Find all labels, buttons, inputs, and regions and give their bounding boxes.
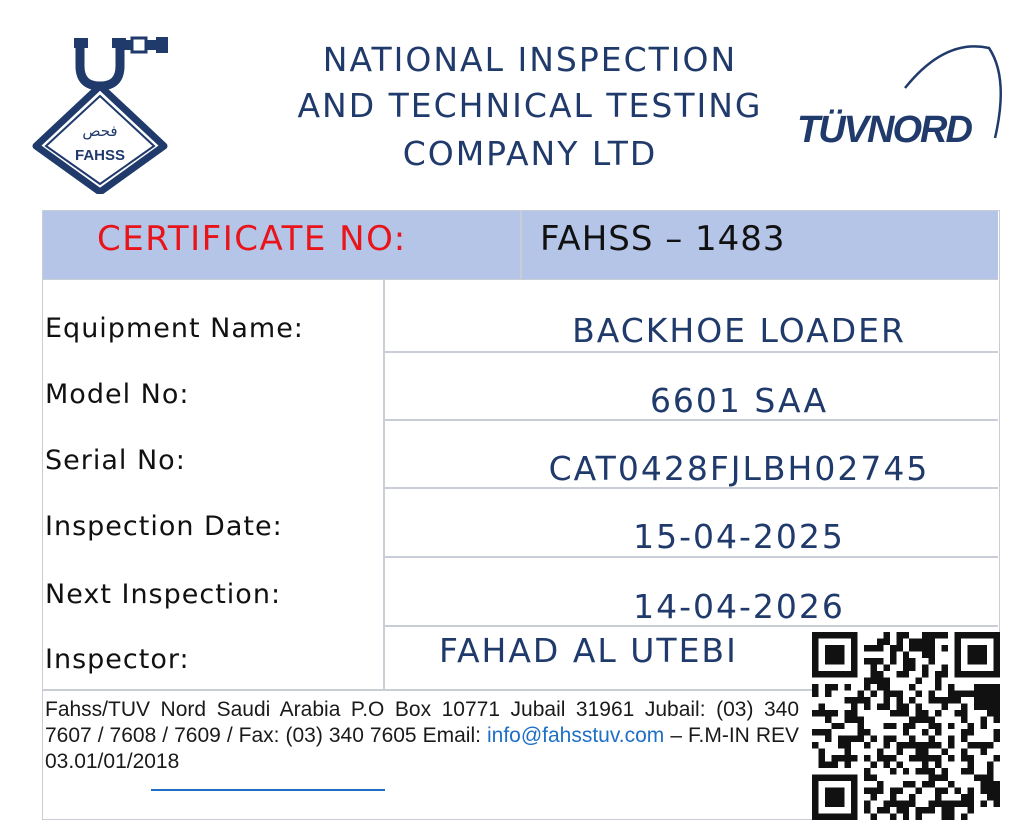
model-no-value: 6601 SAA	[649, 381, 829, 420]
footer-contact	[45, 697, 799, 775]
inspection-date-value: 15-04-2025	[633, 517, 845, 556]
footer-underline	[151, 789, 385, 791]
company-name-line-3: COMPANY LTD	[402, 134, 658, 173]
fahss-logo-arabic: فحص	[82, 122, 118, 140]
fahss-logo-text: FAHSS	[74, 147, 126, 164]
next-inspection-label: Next Inspection:	[45, 579, 282, 610]
qr-code	[812, 632, 1000, 820]
certificate-number-value: FAHSS – 1483	[540, 219, 786, 259]
equipment-name-label: Equipment Name:	[45, 313, 304, 344]
serial-no-label: Serial No:	[45, 445, 186, 476]
serial-no-value: CAT0428FJLBH02745	[548, 449, 930, 488]
tuv-nord-logo-text: TÜVNORD	[797, 109, 971, 151]
footer-address: Fahss/TUV Nord Saudi Arabia P.O Box 10771 Jubail 31961 Jubail: (03) 340 7607 / 7608 / 7609 / Fax: (03) 340 7605 Email:	[45, 698, 799, 747]
model-no-label: Model No:	[45, 379, 190, 410]
footer-form-reference: – F.M-IN REV 03.01/01/2018	[45, 724, 799, 773]
row-divider	[383, 351, 998, 353]
row-divider	[383, 556, 998, 558]
company-name-line-1: NATIONAL INSPECTION	[322, 40, 738, 79]
next-inspection-value: 14-04-2026	[633, 587, 845, 626]
footer-email-link[interactable]: info@fahsstuv.com	[486, 724, 665, 747]
equipment-name-value: BACKHOE LOADER	[572, 311, 906, 350]
header-divider	[520, 211, 522, 279]
inspection-date-label: Inspection Date:	[45, 511, 283, 542]
certificate-number-label: CERTIFICATE NO:	[97, 219, 407, 259]
fahss-logo	[28, 34, 168, 194]
company-name-line-2: AND TECHNICAL TESTING	[297, 86, 763, 125]
row-divider	[43, 689, 813, 691]
inspector-label: Inspector:	[45, 644, 190, 675]
tuv-nord-logo	[795, 38, 1005, 178]
certificate-header-row	[43, 211, 998, 280]
inspector-value: FAHAD AL UTEBI	[439, 631, 738, 670]
